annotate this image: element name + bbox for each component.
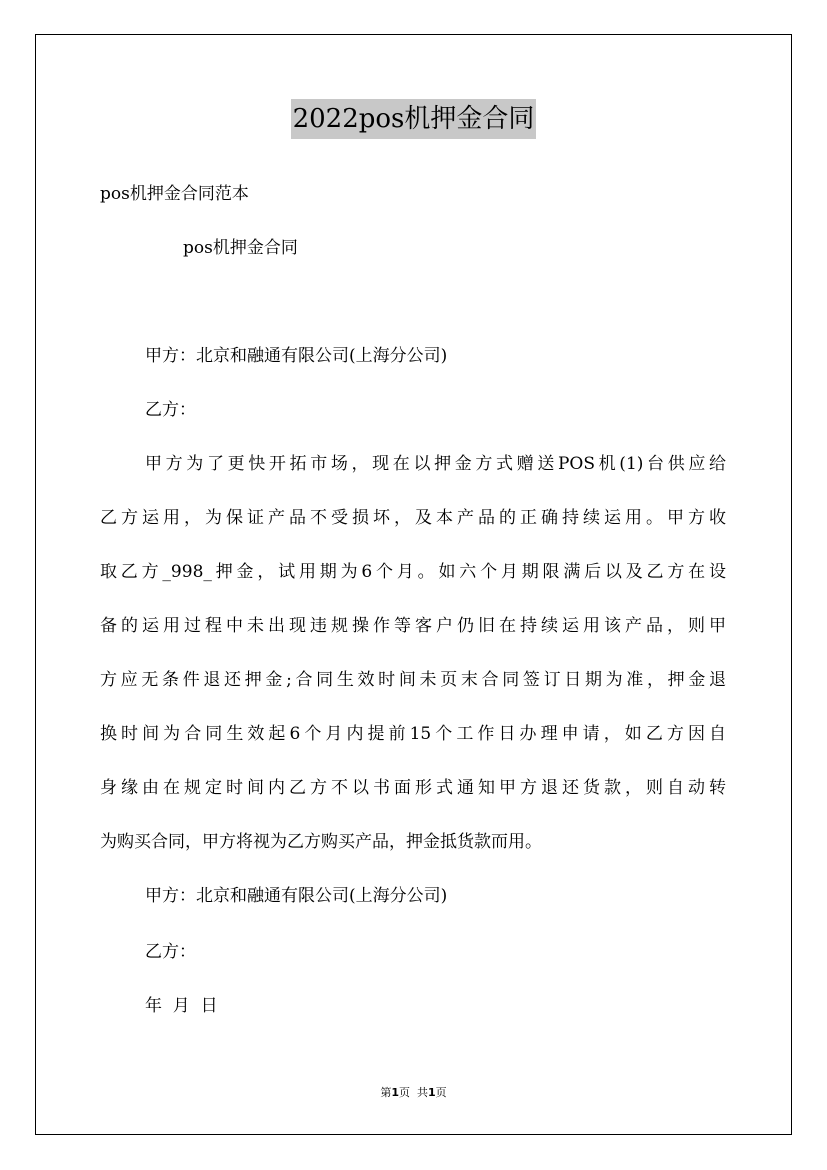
party-b-line: 乙方：: [145, 400, 196, 420]
body-line: 换时间为合同生效起6个月内提前15个工作日办理申请，如乙方因自: [100, 724, 726, 744]
footer-suffix: 页: [435, 1086, 447, 1099]
footer-mid: 页 共: [399, 1086, 428, 1099]
body-line: 甲方为了更快开拓市场，现在以押金方式赠送POS机(1)台供应给: [145, 454, 726, 474]
signature-party-a: 甲方：北京和融通有限公司(上海分公司): [145, 886, 448, 906]
contract-heading: pos机押金合同: [183, 238, 298, 258]
body-line: 方应无条件退还押金;合同生效时间未页末合同签订日期为准，押金退: [100, 670, 726, 690]
footer-total-pages: 1: [428, 1086, 436, 1099]
body-line: 备的运用过程中未出现违规操作等客户仍旧在持续运用该产品，则甲: [100, 616, 726, 636]
date-line: 年 月 日: [145, 996, 218, 1016]
title-wrap: [0, 99, 827, 139]
signature-party-b: 乙方：: [145, 942, 196, 962]
body-line: 乙方运用，为保证产品不受损坏，及本产品的正确持续运用。甲方收: [100, 508, 726, 528]
body-line: 身缘由在规定时间内乙方不以书面形式通知甲方退还货款，则自动转: [100, 778, 726, 798]
body-line: 为购买合同，甲方将视为乙方购买产品，押金抵货款而用。: [100, 832, 542, 852]
page-footer: [0, 1084, 827, 1100]
body-line: 取乙方_998_押金，试用期为6个月。如六个月期限满后以及乙方在设: [100, 562, 726, 582]
footer-page-number: 1: [391, 1086, 399, 1099]
document-title: 2022pos机押金合同: [291, 99, 537, 139]
footer-prefix: 第: [380, 1086, 392, 1099]
party-a-line: 甲方：北京和融通有限公司(上海分公司): [145, 346, 448, 366]
document-subtitle: pos机押金合同范本: [100, 184, 249, 204]
